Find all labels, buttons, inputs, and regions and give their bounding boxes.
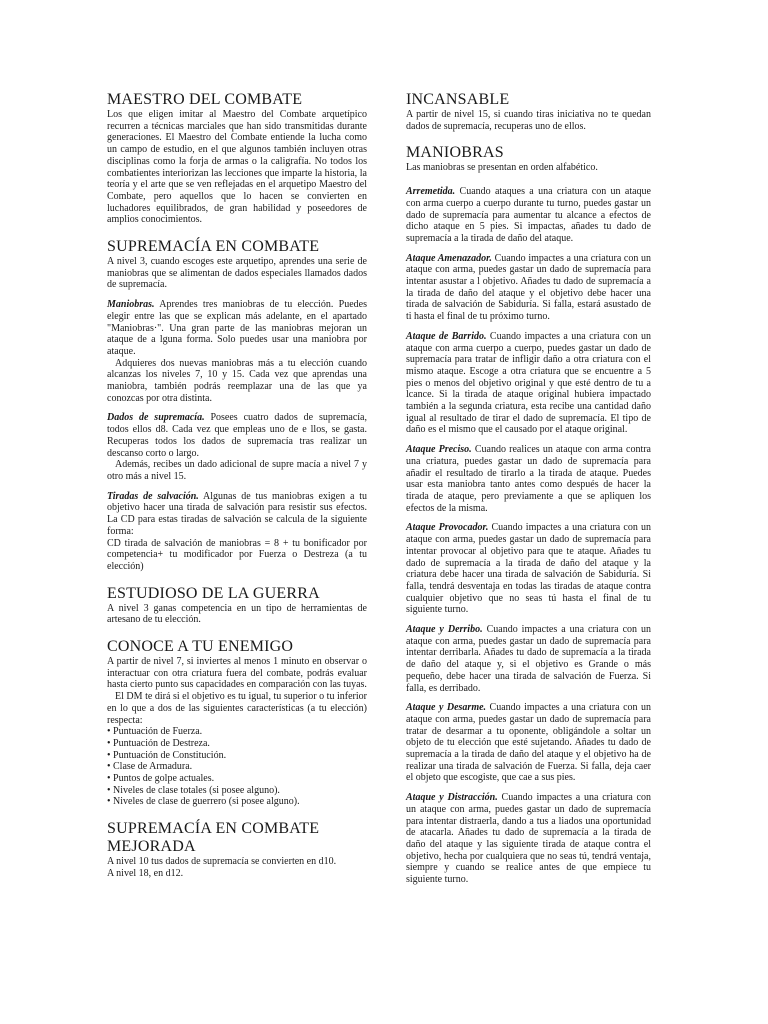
maneuver-name: Ataque Provocador. [406,522,489,534]
maniobras-lead: Maniobras. [107,299,155,311]
maneuver-name: Ataque Amenazador. [406,252,492,264]
dados-lead: Dados de supremacía. [107,412,205,424]
maneuver-entry: Ataque y Distracción. Cuando impactes a una criatura con un ataque con arma, puedes gastar un dado de supremacía para intentar distraerla, dando a tus a liados una oportunidad de atacarla. Añades tu dado de supremacía a la tirada de daño del ataque y las siguiente tirada de ataque contra el objetivo, hecha por cualquiera que no seas tú, tendrá ventaja, siempre y cuando se realice antes de que empiece tu siguiente turno. [406,792,651,886]
right-column [406,91,651,886]
maneuver-name: Ataque y Desarme. [406,702,487,714]
section-title-estudioso: ESTUDIOSO DE LA GUERRA [107,584,320,602]
maneuver-entry: Ataque Preciso. Cuando realices un ataque con arma contra una criatura, puedes gastar un dado de supremacía para añadir el resultado de tirarlo a la tirada de ataque. Puedes usar esta maniobra tanto antes como después de hacer la tirada de ataque, pero previamente a que se apliquen los efectos de la misma. [406,444,651,514]
mejorada-text-2: A nivel 18, en d12. [107,867,184,879]
conoce-text-2: El DM te dirá si el objetivo es tu igual, tu superior o tu inferior en lo que a dos de las siguientes características (a tu elección) respecta: [107,691,367,726]
list-item: • Niveles de clase totales (si posee alguno). [107,785,367,797]
section-title-maniobras: MANIOBRAS [406,144,504,162]
list-item: • Puntos de golpe actuales. [107,773,367,785]
maestro-text: Los que eligen imitar al Maestro del Combate arquetípico recurren a técnicas marciales que han sido transmitidas durante generaciones. El Maestro del Combate entiende la lucha como un campo de estudio, en el que algunos también incluyen otras disciplinas como la forja de armas o la caligrafía. No todos los combatientes interiorizan las lecciones que imparte la historia, la teoría y el arte que se ven reflejadas en el arquetipo Maestro del Combate, pero aquellos que lo hacen se convierten en luchadores equilibrados, de gran habilidad y poseedores de amplios conocimientos. [107,109,367,226]
maneuver-entry: Ataque Provocador. Cuando impactes a una criatura con un ataque con arma, puedes gastar un dado de supremacía para intentar provocar al objetivo para que te ataque. Añades tu dado de supremacía a la tirada de daño del ataque y la criatura debe hacer una tirada de salvación de Sabiduría. Si falla, tendrá desventaja en todas las tiradas de ataque contra cualquier objetivo que no seas tú hasta el final de tu siguiente turno. [406,522,652,616]
section-title-maestro: MAESTRO DEL COMBATE [107,91,303,108]
tiradas-formula: CD tirada de salvación de maniobras = 8 + tu bonificador por competencia+ tu modificador por Fuerza o Destreza (a tu elección) [107,537,367,572]
maneuver-name: Ataque de Barrido. [406,330,487,342]
list-item: • Puntuación de Fuerza. [107,726,367,738]
estudioso-text: A nivel 3 ganas competencia en un tipo de herramientas de artesano de tu elección. [107,602,367,626]
section-title-supremacia: SUPREMACÍA EN COMBATE [107,238,320,256]
section-title-incansable: INCANSABLE [406,91,510,108]
list-item: • Puntuación de Destreza. [107,738,367,750]
supremacia-intro: A nivel 3, cuando escoges este arquetipo, aprendes una serie de maniobras que se alimentan de dados especiales llamados dados de supremacía. [107,256,367,291]
maneuver-name: Ataque y Distracción. [406,792,498,804]
list-item: • Puntuación de Constitución. [107,750,367,762]
incansable-text: A partir de nivel 15, si cuando tiras iniciativa no te quedan dados de supremacía, recuperas uno de ellos. [406,109,651,132]
maneuver-name: Ataque y Derribo. [406,624,483,636]
maniobras-intro: Las maniobras se presentan en orden alfabético. [406,162,598,174]
dados-paragraph: Dados de supremacía. Posees cuatro dados de supremacía, todos ellos d8. Cada vez que empleas uno de e llos, se gasta. Recuperas todos los dados de supremacía tras realizar un descanso corto o largo. [107,412,367,459]
conoce-text: A partir de nivel 7, si inviertes al menos 1 minuto en observar o interactuar con otra criatura fuera del combate, podrás evaluar hasta cierto punto sus capacidades en comparación con las tuyas. [107,656,367,691]
characteristics-list [107,726,367,808]
section-title-conoce: CONOCE A TU ENEMIGO [107,638,294,656]
left-column [107,91,367,880]
maneuver-entry: Ataque y Desarme. Cuando impactes a una criatura con un ataque con arma, puedes gastar un dado de supremacía para tratar de desarmar a tu oponente, obligándole a soltar un objeto de tu elección que esté sujetando. Añades tu dado de supremacía a la tirada de daño del ataque y el objetivo ha de realizar una tirada de salvación de Fuerza. Si falla, deja caer el objeto que escogiste, que cae a sus pies. [406,702,652,784]
maneuver-name: Ataque Preciso. [406,444,472,456]
maniobras-paragraph: Maniobras. Aprendes tres maniobras de tu elección. Puedes elegir entre las que se explican más adelante, en el apartado "Maniobras·". Una gran parte de las maniobras mejoran un ataque de a lguna forma. Solo puedes usar una maniobra por ataque. [107,299,367,357]
dados-paragraph-2: Además, recibes un dado adicional de supre macía a nivel 7 y otro más a nivel 15. [107,459,367,482]
tiradas-paragraph: Tiradas de salvación. Algunas de tus maniobras exigen a tu objetivo hacer una tirada de salvación para resistir sus efectos. La CD para estas tiradas de salvación se calcula de la siguiente forma: [107,490,367,537]
list-item: • Clase de Armadura. [107,761,367,773]
list-item: • Niveles de clase de guerrero (si posee alguno). [107,796,367,808]
mejorada-text: A nivel 10 tus dados de supremacía se convierten en d10. [107,856,337,868]
maneuver-entry: Ataque de Barrido. Cuando impactes a una criatura con un ataque con arma cuerpo a cuerpo, puedes gastar un dado de supremacía para tratar de infligir daño a otra criatura con el mismo ataque. Escoge a otra criatura que se encuentre a 5 pies o menos del objetivo original y que esté dentro de tu a lcance. Si la tirada de ataque original hubiera impactado también a la segunda criatura, esta recibe una cantidad daño igual al resultado de tirar el dado de supremacía. El tipo de daño es el mismo que el causado por el ataque original. [406,330,651,436]
maniobras-paragraph-2: Adquieres dos nuevas maniobras más a tu elección cuando alcanzas los niveles 7, 10 y 15. Cada vez que aprendas una maniobra, también podrás reemplazar una de las que ya conozcas por otra distinta. [107,357,367,404]
maneuver-entry: Ataque Amenazador. Cuando impactes a una criatura con un ataque con arma, puedes gastar un dado de supremacía para intentar asustar a l objetivo. Añades tu dado de supremacía a la tirada de daño del ataque y el objetivo debe hacer una tirada de salvación de Sabiduría. Si falla, estará asustado de ti hasta el final de tu próximo turno. [406,252,651,323]
section-title-mejorada: SUPREMACÍA EN COMBATE MEJORADA [107,820,320,856]
maneuver-name: Arremetida. [406,186,456,198]
maneuver-entry: Ataque y Derribo. Cuando impactes a una criatura con un ataque con arma, puedes gastar un dado de supremacía para intentar derribarla. Añades tu dado de supremacía a la tirada de daño del ataque y, si el objetivo es Grande o más pequeño, debe hacer una tirada de salvación de Fuerza. Si falla, es derribado. [406,624,652,694]
tiradas-lead: Tiradas de salvación. [107,490,199,502]
maneuver-entry: Arremetida. Cuando ataques a una criatura con un ataque con arma cuerpo a cuerpo durante tu turno, puedes gastar un dado de supremacía para aumentar tu alcance a efectos de dicho ataque en 5 pies. Si impactas, añades tu dado de supremacía a la tirada de daño del ataque. [406,186,651,244]
